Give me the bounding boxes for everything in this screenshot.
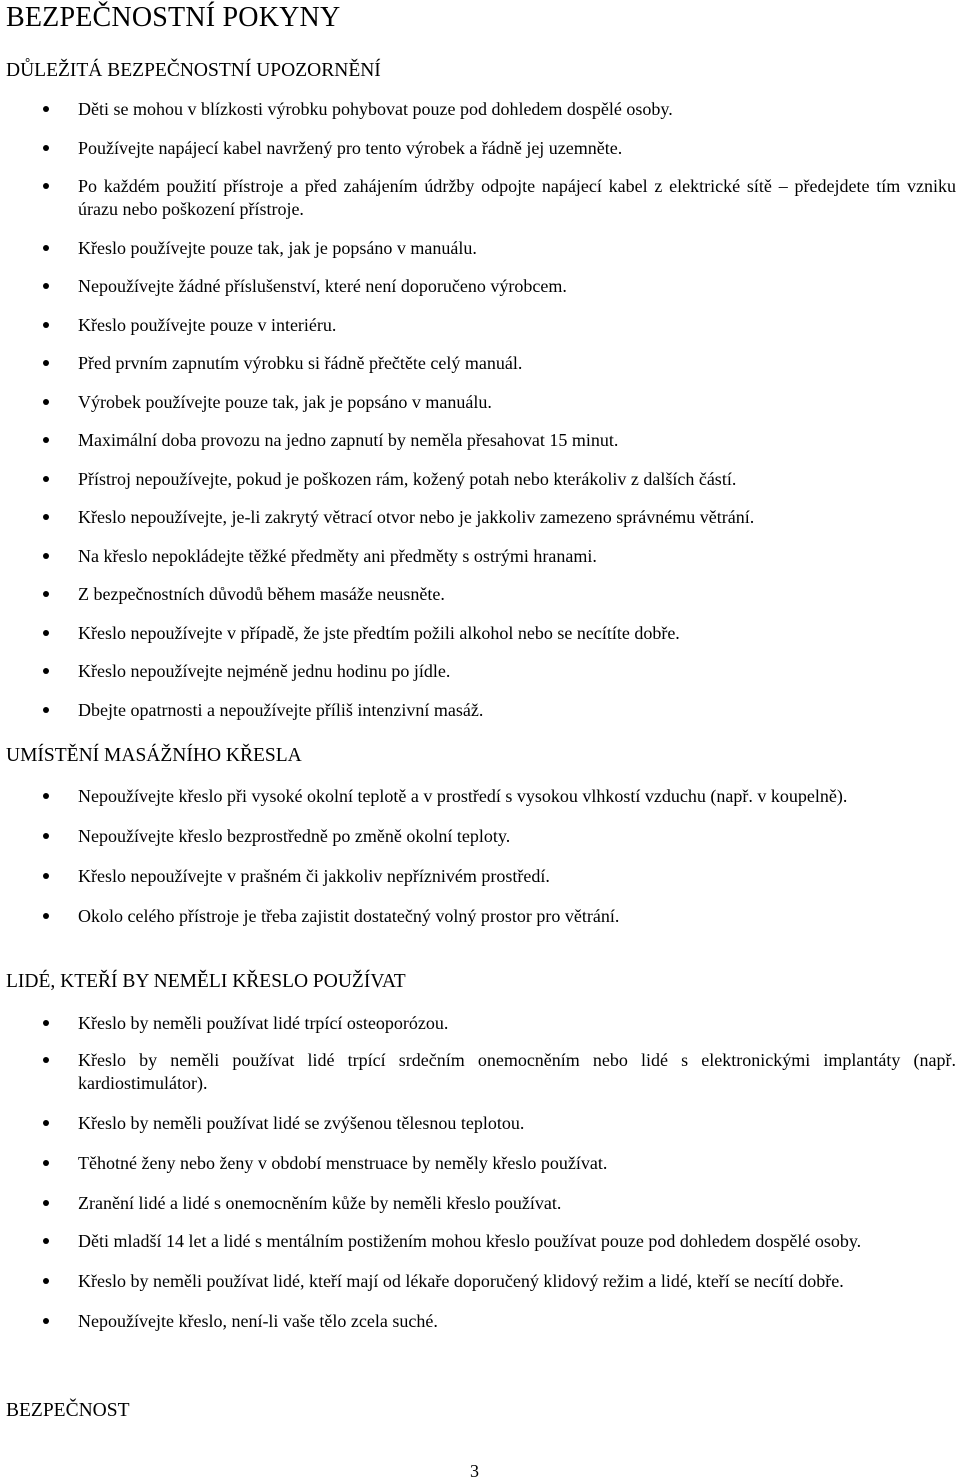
list-item: Nepoužívejte žádné příslušenství, které není doporučeno výrobcem. [6, 275, 956, 298]
list-who-should-not-use [6, 1012, 956, 1333]
list-item: Křeslo nepoužívejte v případě, že jste předtím požili alkohol nebo se necítíte dobře. [6, 622, 956, 645]
list-item: Maximální doba provozu na jedno zapnutí by neměla přesahovat 15 minut. [6, 429, 956, 452]
list-item: Děti se mohou v blízkosti výrobku pohybovat pouze pod dohledem dospělé osoby. [6, 98, 956, 121]
list-item: Zranění lidé a lidé s onemocněním kůže by neměli křeslo používat. [6, 1192, 956, 1215]
list-item: Křeslo nepoužívejte, je-li zakrytý větrací otvor nebo je jakkoliv zamezeno správnému větrání. [6, 506, 956, 529]
list-item: Nepoužívejte křeslo bezprostředně po změně okolní teploty. [6, 825, 956, 848]
list-item: Křeslo nepoužívejte v prašném či jakkoliv nepříznivém prostředí. [6, 865, 956, 888]
list-item: Před prvním zapnutím výrobku si řádně přečtěte celý manuál. [6, 352, 956, 375]
list-item: Z bezpečnostních důvodů během masáže neusněte. [6, 583, 956, 606]
list-important-warnings [6, 98, 956, 737]
list-item: Křeslo by neměli používat lidé se zvýšenou tělesnou teplotou. [6, 1112, 956, 1135]
list-item: Okolo celého přístroje je třeba zajistit dostatečný volný prostor pro větrání. [6, 905, 956, 928]
list-item: Na křeslo nepokládejte těžké předměty ani předměty s ostrými hranami. [6, 545, 956, 568]
list-item: Děti mladší 14 let a lidé s mentálním postižením mohou křeslo používat pouze pod dohledem dospělé osoby. [6, 1230, 956, 1253]
list-item: Nepoužívejte křeslo, není-li vaše tělo zcela suché. [6, 1310, 956, 1333]
list-item: Křeslo by neměli používat lidé trpící srdečním onemocněním nebo lidé s elektronickými implantáty (např. kardiostimulátor). [6, 1049, 956, 1095]
list-item: Křeslo používejte pouze tak, jak je popsáno v manuálu. [6, 237, 956, 260]
list-item: Po každém použití přístroje a před zahájením údržby odpojte napájecí kabel z elektrické sítě – předejdete tím vzniku úrazu nebo poškození přístroje. [6, 175, 956, 221]
list-item: Křeslo by neměli používat lidé trpící osteoporózou. [6, 1012, 956, 1035]
list-item: Výrobek používejte pouze tak, jak je popsáno v manuálu. [6, 391, 956, 414]
list-item: Nepoužívejte křeslo při vysoké okolní teplotě a v prostředí s vysokou vlhkostí vzduchu (např. v koupelně). [6, 785, 956, 808]
section-heading-important-warnings: DŮLEŽITÁ BEZPEČNOSTNÍ UPOZORNĚNÍ [6, 60, 381, 81]
list-chair-placement [6, 785, 956, 928]
section-heading-who-should-not-use: LIDÉ, KTEŘÍ BY NEMĚLI KŘESLO POUŽÍVAT [6, 971, 406, 992]
list-item: Křeslo by neměli používat lidé, kteří mají od lékaře doporučený klidový režim a lidé, kteří se necítí dobře. [6, 1270, 956, 1293]
section-heading-chair-placement: UMÍSTĚNÍ MASÁŽNÍHO KŘESLA [6, 745, 302, 766]
page-number: 3 [470, 1461, 479, 1481]
section-heading-safety: BEZPEČNOST [6, 1400, 130, 1421]
list-item: Křeslo nepoužívejte nejméně jednu hodinu po jídle. [6, 660, 956, 683]
list-item: Těhotné ženy nebo ženy v období menstruace by neměly křeslo používat. [6, 1152, 956, 1175]
list-item: Dbejte opatrnosti a nepoužívejte příliš intenzivní masáž. [6, 699, 956, 722]
page-title: BEZPEČNOSTNÍ POKYNY [6, 2, 341, 33]
list-item: Přístroj nepoužívejte, pokud je poškozen rám, kožený potah nebo kterákoliv z dalších částí. [6, 468, 956, 491]
list-item: Křeslo používejte pouze v interiéru. [6, 314, 956, 337]
list-item: Používejte napájecí kabel navržený pro tento výrobek a řádně jej uzemněte. [6, 137, 956, 160]
